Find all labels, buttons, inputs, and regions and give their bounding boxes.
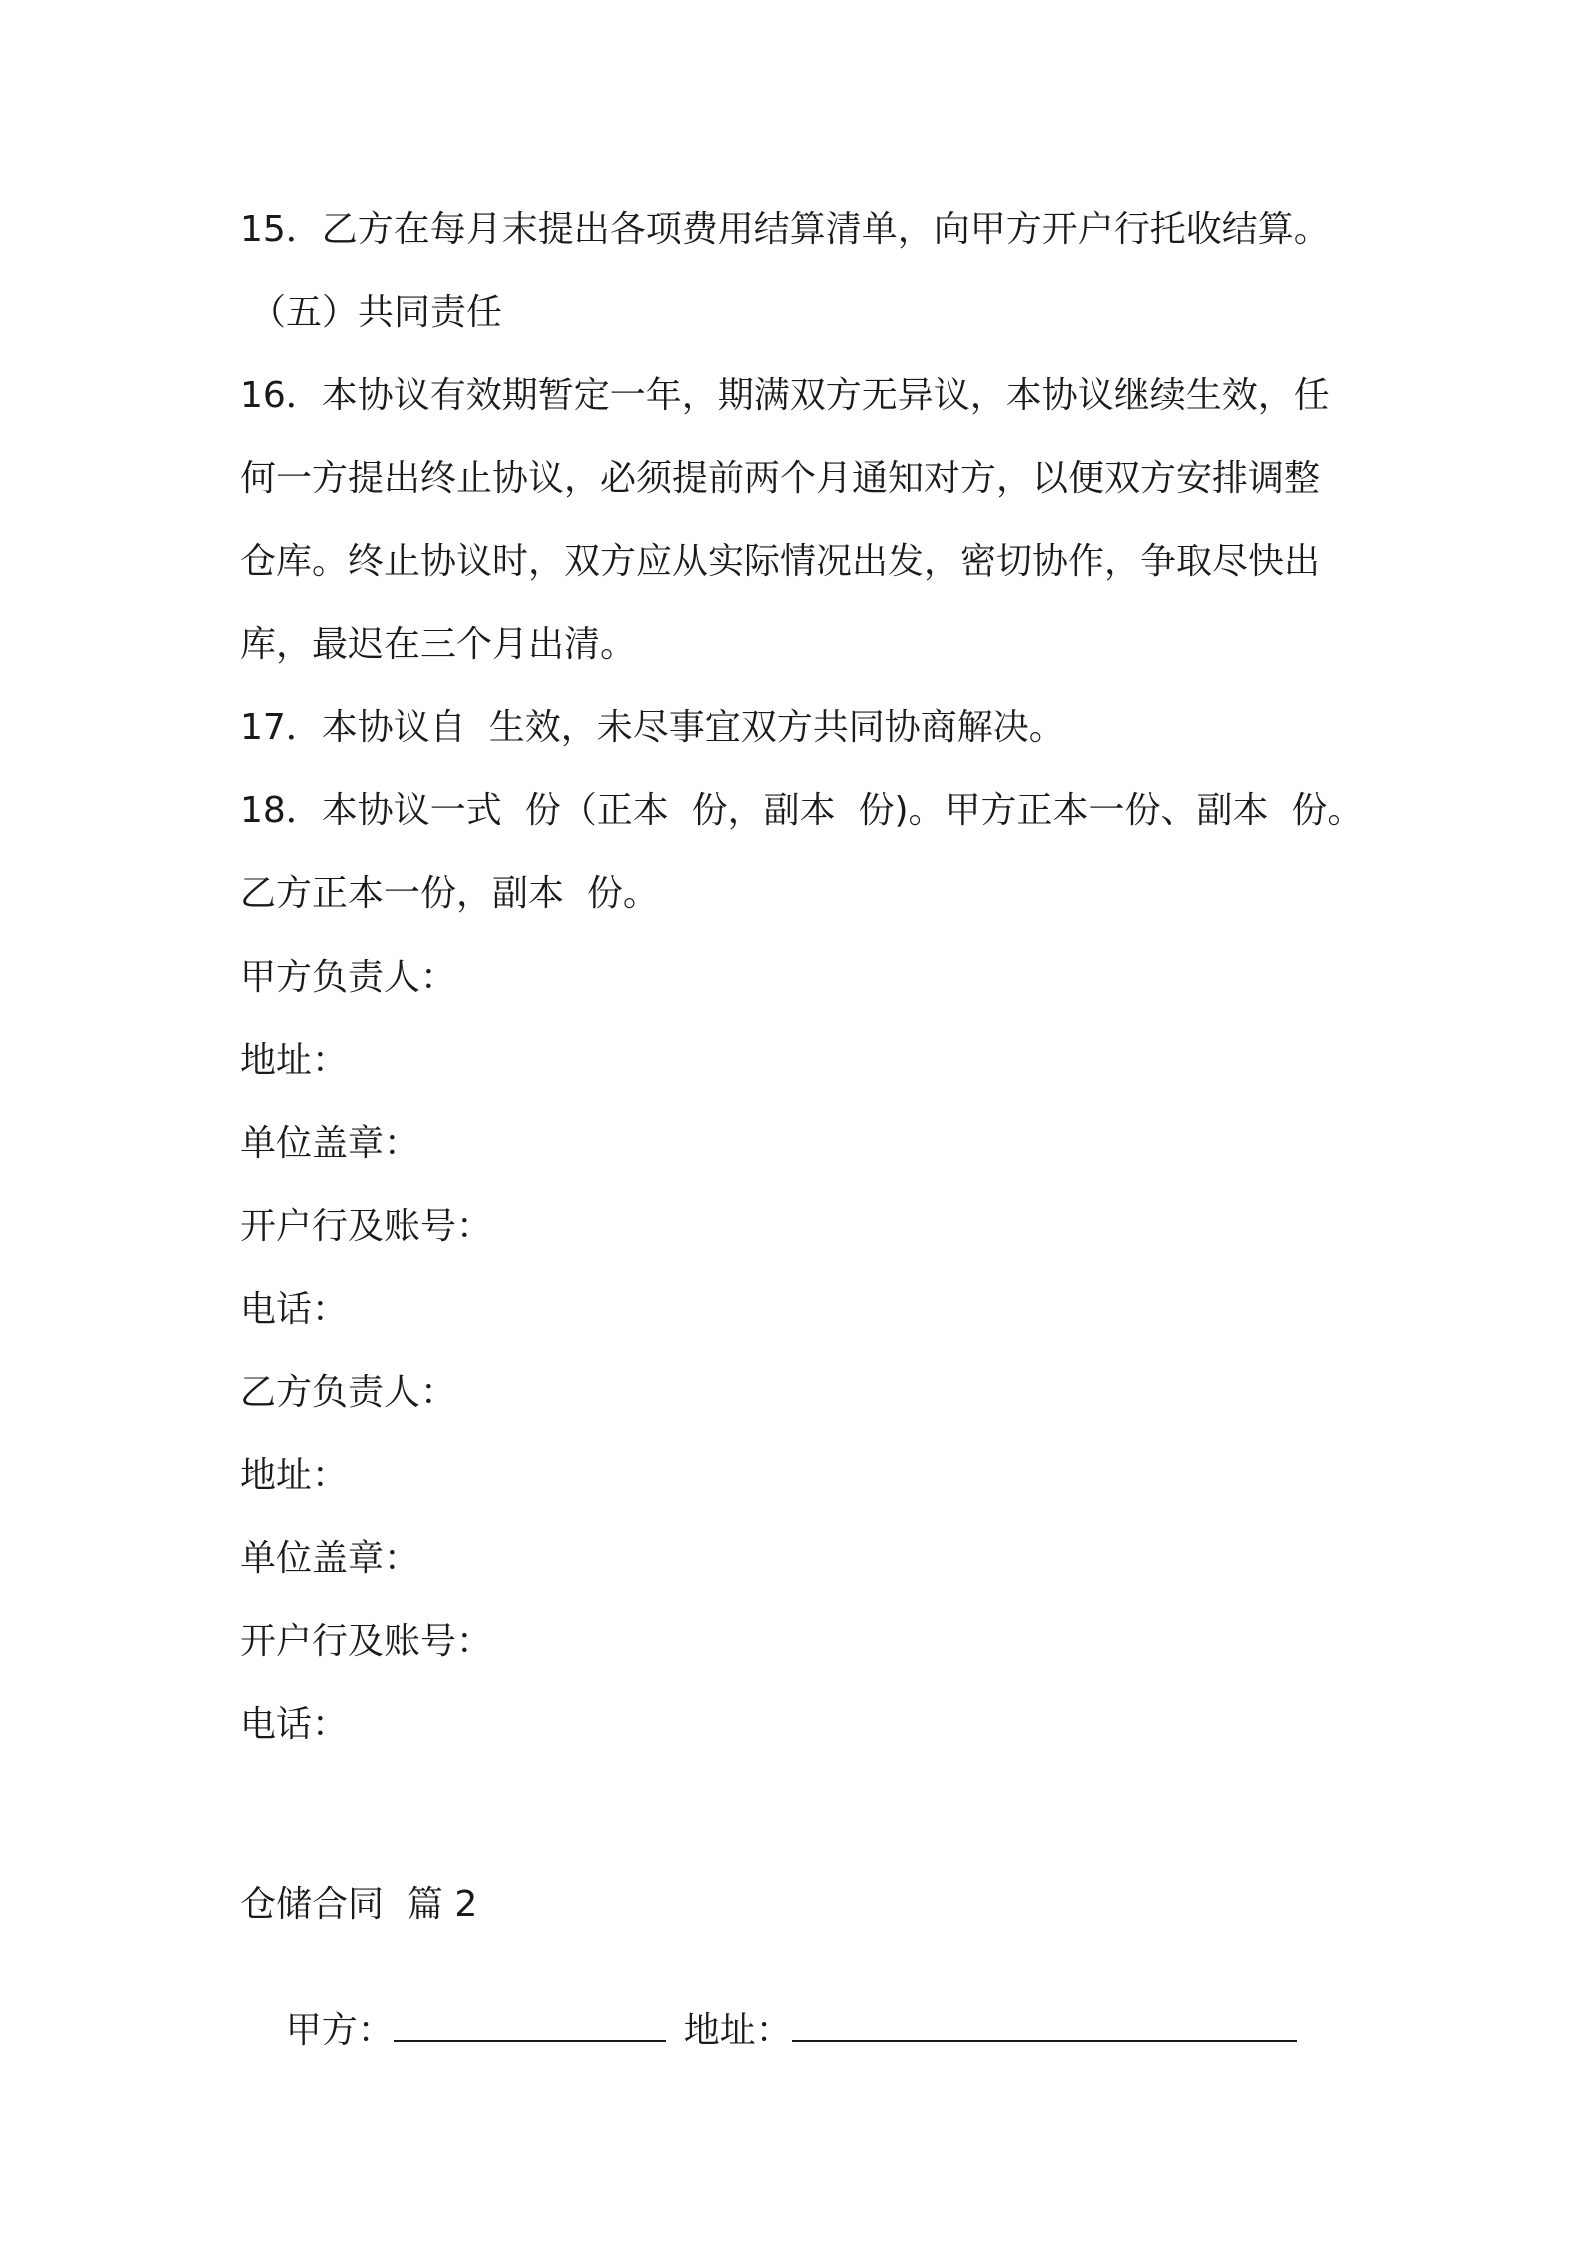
clause-18-line-1: 18．本协议一式 份（正本 份，副本 份)。甲方正本一份、副本 份。 bbox=[240, 790, 1364, 831]
party-a-phone: 电话： bbox=[240, 1289, 349, 1330]
contract-2-party-a-label: 甲方： bbox=[285, 2010, 394, 2051]
party-a-bank-account: 开户行及账号： bbox=[240, 1206, 493, 1247]
clause-16-line-4: 库，最迟在三个月出清。 bbox=[240, 624, 637, 665]
contract-2-address-label: 地址： bbox=[683, 2010, 792, 2051]
contract-2-address-blank[interactable] bbox=[792, 2006, 1297, 2042]
contract-2-parties-row bbox=[240, 1970, 1297, 2085]
party-b-phone: 电话： bbox=[240, 1704, 349, 1745]
party-a-seal: 单位盖章： bbox=[240, 1123, 421, 1164]
clause-18-line-2: 乙方正本一份，副本 份。 bbox=[240, 873, 659, 914]
party-b-address: 地址： bbox=[240, 1455, 349, 1496]
clause-16-line-2: 何一方提出终止协议，必须提前两个月通知对方，以便双方安排调整 bbox=[240, 458, 1321, 499]
party-b-bank-account: 开户行及账号： bbox=[240, 1621, 493, 1662]
clause-16-line-3: 仓库。终止协议时，双方应从实际情况出发，密切协作，争取尽快出 bbox=[240, 541, 1321, 582]
clause-16-line-1: 16．本协议有效期暂定一年，期满双方无异议，本协议继续生效，任 bbox=[240, 375, 1330, 416]
contract-2-party-a-blank[interactable] bbox=[394, 2006, 666, 2042]
section-heading-joint-responsibility: （五）共同责任 bbox=[250, 292, 503, 333]
party-a-address: 地址： bbox=[240, 1040, 349, 1081]
party-b-leader: 乙方负责人： bbox=[240, 1372, 457, 1413]
clause-15: 15．乙方在每月末提出各项费用结算清单，向甲方开户行托收结算。 bbox=[240, 209, 1330, 250]
contract-2-title: 仓储合同 篇 2 bbox=[240, 1884, 478, 1925]
party-a-leader: 甲方负责人： bbox=[240, 957, 457, 998]
clause-17: 17．本协议自 生效，未尽事宜双方共同协商解决。 bbox=[240, 707, 1065, 748]
party-b-seal: 单位盖章： bbox=[240, 1538, 421, 1579]
